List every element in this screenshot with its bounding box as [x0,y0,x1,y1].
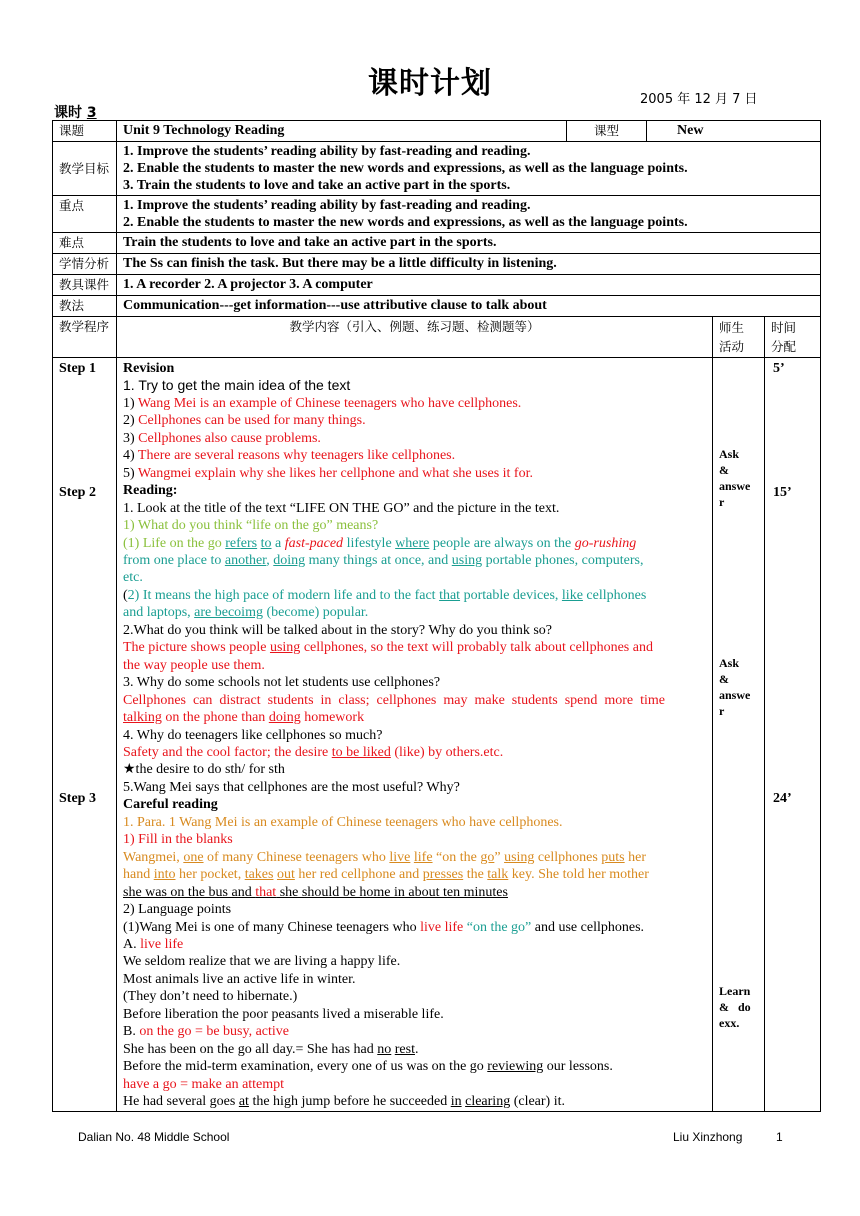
text: Cellphones also cause problems. [138,430,321,446]
content-line: We seldom realize that we are living a happy life. [123,954,401,970]
text: her pocket, [175,867,245,883]
text: (1) Life on the go [123,535,226,551]
text: ( [123,587,128,603]
text: Wangmei explain why she likes her cellphone and what she uses it for. [137,465,533,481]
text: 1) [123,395,138,411]
activity-line: Learn [719,984,751,998]
topic-value: Unit 9 Technology Reading [117,121,567,142]
text: 2) [123,413,139,429]
text: people are always on the [429,535,575,551]
text: live life [140,936,184,952]
activity-line: & [719,672,729,686]
topic-label: 课题 [53,121,117,142]
activity [719,983,761,1031]
content-line [123,447,708,464]
content-line [123,744,708,761]
content-line: 5.Wang Mei says that cellphones are the most useful? Why? [123,779,460,795]
content-line: have a go = make an attempt [123,1076,285,1092]
content-line: 1. Look at the title of the text “LIFE ON THE GO” and the picture in the text. [123,500,560,516]
goal-item: 1. Improve the students’ reading ability by fast-reading and reading. [123,144,531,159]
proc-label: 教学程序 [53,317,117,358]
time-label-line: 时间 [771,320,797,335]
text: she should be home in about ten minutes [276,884,508,900]
text: another [224,552,267,568]
text: lifestyle [343,535,396,551]
text: There are several reasons why teenagers like cellphones. [137,448,456,464]
text: cellphones [534,849,602,865]
content-line: 1) What do you think “life on the go” means? [123,518,379,534]
text: (clear) it. [510,1094,565,1110]
analysis-label: 学情分析 [53,254,117,275]
lesson-value: 3 [86,105,97,121]
key-content [117,196,821,233]
text: using [504,849,535,865]
content-line: (They don’t need to hibernate.) [123,989,298,1005]
text: one [183,849,204,865]
text: Before the mid-term examination, every one of us was on the go [123,1059,488,1075]
time-value: 24’ [773,791,792,806]
content-line: 3. Why do some schools not let students use cellphones? [123,675,441,691]
content-line [123,1023,708,1040]
text: refers [225,535,258,551]
text: at [238,1094,249,1110]
section-heading: Reading: [123,483,178,499]
text: cellphones [582,587,647,603]
step-label: Step 2 [59,485,96,500]
text: Safety and the cool factor; the desire [123,744,332,760]
content-line: 1) Fill in the blanks [123,832,233,848]
type-label: 课型 [567,121,647,142]
step-label: Step 1 [59,361,96,376]
text: to be liked [331,744,391,760]
text: She has been on the go all day.= She has had [123,1041,378,1057]
text: our lessons. [543,1059,613,1075]
content-line [123,604,708,621]
difficult-label: 难点 [53,233,117,254]
content-line [123,465,708,482]
text: rest [394,1041,415,1057]
text: her [624,849,647,865]
text: 5) [123,465,138,481]
analysis-value: The Ss can finish the task. But there may be a little difficulty in listening. [117,254,821,275]
difficult-value: Train the students to love and take an active part in the sports. [117,233,821,254]
text: portable devices, [460,587,562,603]
content-line [123,587,708,604]
text: doing [273,552,306,568]
activity-line: Ask [719,447,740,461]
key-item: 1. Improve the students’ reading ability by fast-reading and reading. [123,198,531,213]
content-line [123,552,708,569]
text: from one place to [123,552,225,568]
content-line: Most animals live an active life in winter. [123,971,356,987]
lesson-label: 课时 [54,105,82,121]
content-line [123,884,708,901]
text: presses [422,867,464,883]
text: using [269,640,301,656]
text: talking [123,710,162,726]
content-line: 1. Try to get the main idea of the text [123,377,351,394]
text: no [377,1041,392,1057]
steps-column [53,358,117,1112]
content-line: 4. Why do teenagers like cellphones so much? [123,727,383,743]
teaching-content [117,358,713,1112]
text: cellphones, so the text will probably talk about cellphones and [300,640,653,656]
goal-item: 3. Train the students to love and take an active part in the sports. [123,178,511,193]
activity-line: exx. [719,1016,740,1030]
text: (1)Wang Mei is one of many Chinese teenagers who [123,919,421,935]
text: A. [123,936,141,952]
content-line [123,1093,708,1110]
activity-label [713,317,765,358]
footer-page-number: 1 [776,1130,783,1144]
text: and use cellphones. [531,919,645,935]
key-item: 2. Enable the students to master the new words and expressions, as well as the language points. [123,215,688,230]
text: He had several goes [123,1094,239,1110]
text: “on the [432,849,481,865]
text: reviewing [487,1059,544,1075]
text: takes [244,867,274,883]
activity-line: r [719,495,725,509]
activity-label-line: 师生 [719,320,745,335]
text: life [413,849,433,865]
text: talk [487,867,509,883]
activity [719,446,761,510]
text: many things at once, and [305,552,452,568]
text: The picture shows people [123,640,270,656]
text: fast-paced [284,535,344,551]
activity [719,655,761,719]
text: 4) [123,448,138,464]
text: out [276,867,295,883]
activity-label-line: 活动 [719,339,745,354]
text: into [153,867,176,883]
text: portable phones, computers, [482,552,644,568]
content-line [123,639,708,656]
time-label [765,317,821,358]
text: the high jump before he succeeded [248,1094,451,1110]
content-line [123,395,708,412]
text: are becoimg [194,605,263,621]
date: 2005 年 12 月 7 日 [640,92,758,107]
time-value: 15’ [773,485,792,500]
activity-line: r [719,704,725,718]
text: her red cellphone and [294,867,423,883]
content-line [123,709,708,726]
content-line [123,849,708,866]
goals-label: 教学目标 [53,142,117,196]
aids-value: 1. A recorder 2. A projector 3. A computer [117,275,821,296]
step-label: Step 3 [59,791,96,806]
content-line: 2) Language points [123,902,232,918]
activity-line: answe [719,688,751,702]
method-label: 教法 [53,296,117,317]
key-label: 重点 [53,196,117,233]
text: Cellphones can be used for many things. [138,413,366,429]
activities-column [713,358,765,1112]
text: 3) [123,430,139,446]
content-line [123,412,708,429]
section-heading: Revision [123,361,175,376]
text: and laptops, [123,605,195,621]
activity-line: Ask [719,656,740,670]
text: homework [300,710,365,726]
footer-school: Dalian No. 48 Middle School [78,1130,230,1144]
goal-item: 2. Enable the students to master the new words and expressions, as well as the language points. [123,161,688,176]
text: go-rushing [574,535,637,551]
time-value: 5’ [773,361,785,376]
time-label-line: 分配 [771,339,797,354]
text: 2) It means the high pace of modern life and to the fact [127,587,440,603]
content-label: 教学内容（引入、例题、练习题、检测题等） [117,317,713,358]
text: puts [601,849,625,865]
content-line [123,1058,708,1075]
text: B. [123,1024,140,1040]
content-line [123,1041,708,1058]
lesson-plan-table [52,120,821,1112]
text: key. She told her mother [508,867,649,883]
text: clearing [465,1094,511,1110]
text: (like) by others.etc. [390,744,504,760]
text: on the phone than [161,710,269,726]
goals-content [117,142,821,196]
content-line: 2.What do you think will be talked about in the story? Why do you think so? [123,622,553,638]
text: Wangmei, [123,849,184,865]
content-line: Cellphones can distract students in class; cellphones may make students spend more time [123,692,666,708]
text: of many Chinese teenagers who [203,849,390,865]
times-column [765,358,821,1112]
text: go [480,849,495,865]
text: like [561,587,583,603]
content-line: the way people use them. [123,657,265,673]
activity-line: & [719,463,729,477]
text: she was on the bus and [123,884,256,900]
content-line: 1. Para. 1 Wang Mei is an example of Chinese teenagers who have cellphones. [123,814,563,830]
text: doing [268,710,301,726]
text: , [266,552,274,568]
text: a [271,535,285,551]
method-value: Communication---get information---use attributive clause to talk about [117,296,821,317]
text: hand [123,867,154,883]
text: in [450,1094,462,1110]
text: “on the go” [466,919,532,935]
content-line [123,430,708,447]
text: where [395,535,430,551]
activity-line: answe [719,479,751,493]
activity-line: & do [719,1000,751,1014]
content-line: ★the desire to do sth/ for sth [123,762,285,778]
section-heading: Careful reading [123,797,218,813]
content-line [123,866,708,883]
text: ” [494,849,505,865]
text: using [451,552,483,568]
text: to [260,535,272,551]
text: (become) popular. [262,605,369,621]
aids-label: 教具课件 [53,275,117,296]
lesson-number [54,102,97,122]
text: live life [420,919,464,935]
page-title: 课时计划 [368,66,492,101]
text: on the go = be busy, active [139,1024,290,1040]
text: that [439,587,461,603]
text: live [389,849,411,865]
content-line [123,919,708,936]
footer-author: Liu Xinzhong [673,1130,743,1144]
content-line [123,535,708,552]
text: . [414,1041,419,1057]
text: that [255,884,277,900]
text: Wang Mei is an example of Chinese teenagers who have cellphones. [137,395,522,411]
text: the [463,867,488,883]
content-line [123,936,708,953]
content-line: etc. [123,570,143,586]
type-value: New [647,121,821,142]
content-line: Before liberation the poor peasants lived a miserable life. [123,1006,444,1022]
